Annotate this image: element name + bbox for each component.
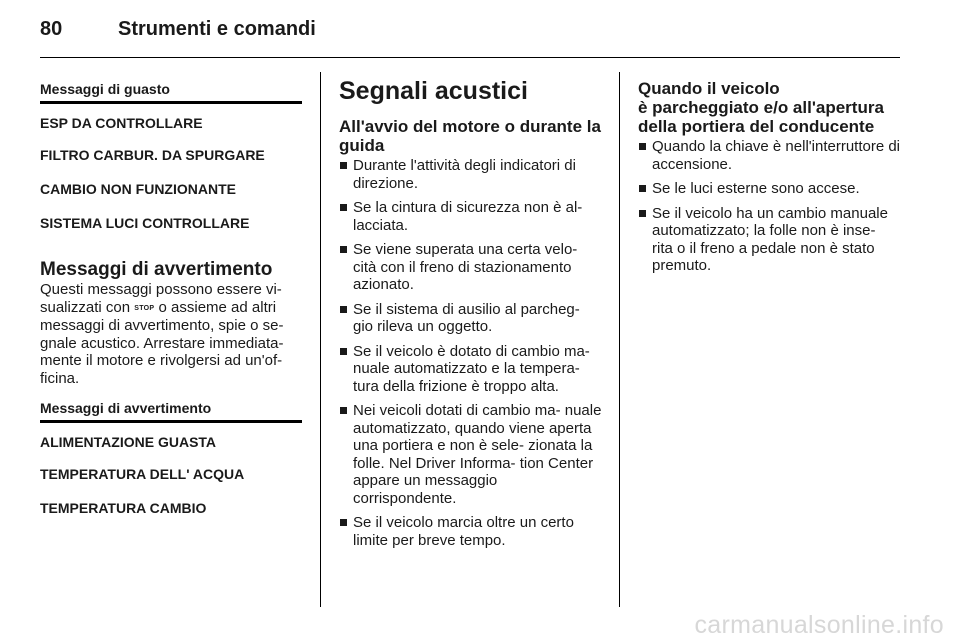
page-header [40, 18, 316, 48]
list-item: Se il sistema di ausilio al parcheg- gio rileva un oggetto. [339, 301, 603, 336]
list-item: Se il veicolo è dotato di cambio ma- nuale automatizzato e la tempera- tura della frizione è troppo alta. [339, 343, 603, 396]
list-item: Se la cintura di sicurezza non è al- lacciata. [339, 199, 603, 234]
fault-message: ESP DA CONTROLLARE [40, 115, 203, 131]
warning-message: ALIMENTAZIONE GUASTA [40, 434, 217, 450]
stop-symbol-icon: STOP [134, 304, 155, 312]
bullet-list [339, 157, 603, 549]
column-middle [339, 72, 603, 556]
column-right [638, 72, 900, 282]
list-item: Se il veicolo ha un cambio manuale automatizzato; la folle non è inse- rita o il freno a pedale non è stato premuto. [638, 205, 900, 275]
column-divider-2 [619, 72, 620, 607]
section-title: Segnali acustici [339, 77, 528, 105]
watermark: carmanualsonline.info [694, 611, 944, 639]
warning-message: TEMPERATURA CAMBIO [40, 500, 207, 516]
fault-message: SISTEMA LUCI CONTROLLARE [40, 215, 250, 231]
paragraph-text-start: Questi messaggi possono essere vi- sualizzati con [40, 281, 282, 316]
page-number: 80 [40, 18, 63, 40]
paragraph-text-end: o assieme ad altri messaggi di avvertimento, spie o se- gnale acustico. Arrestare immediata- mente il motore e rivolgersi ad un'of- ficina. [40, 298, 284, 387]
column-left [40, 72, 302, 525]
warning-section-title: Messaggi di avvertimento [40, 259, 273, 280]
list-item: Se le luci esterne sono accese. [638, 180, 900, 198]
warning-message: TEMPERATURA DELL' ACQUA [40, 466, 245, 482]
list-item: Se viene superata una certa velo- cità con il freno di stazionamento azionato. [339, 241, 603, 294]
list-item: Nei veicoli dotati di cambio ma- nuale automatizzato, quando viene aperta una portiera e non è sele- zionata la folle. Nel Driver Informa- tion Center appare un messaggio corrispondente. [339, 402, 603, 507]
chapter-title: Strumenti e comandi [118, 18, 316, 40]
section-subtitle: All'avvio del motore o durante la guida [339, 117, 601, 155]
fault-messages-title: Messaggi di guasto [40, 72, 302, 104]
warning-section-paragraph [40, 281, 302, 387]
warning-messages-title: Messaggi di avvertimento [40, 391, 302, 423]
list-item: Quando la chiave è nell'interruttore di accensione. [638, 138, 900, 173]
section-subtitle: Quando il veicolo è parcheggiato e/o all'apertura della portiera del conducente [638, 79, 884, 136]
list-item: Se il veicolo marcia oltre un certo limite per breve tempo. [339, 514, 603, 549]
header-divider [40, 57, 900, 58]
fault-message: CAMBIO NON FUNZIONANTE [40, 181, 236, 197]
list-item: Durante l'attività degli indicatori di direzione. [339, 157, 603, 192]
column-divider-1 [320, 72, 321, 607]
bullet-list [638, 138, 900, 275]
fault-messages-list [40, 104, 302, 240]
warning-messages-list [40, 423, 302, 525]
fault-message: FILTRO CARBUR. DA SPURGARE [40, 147, 265, 163]
